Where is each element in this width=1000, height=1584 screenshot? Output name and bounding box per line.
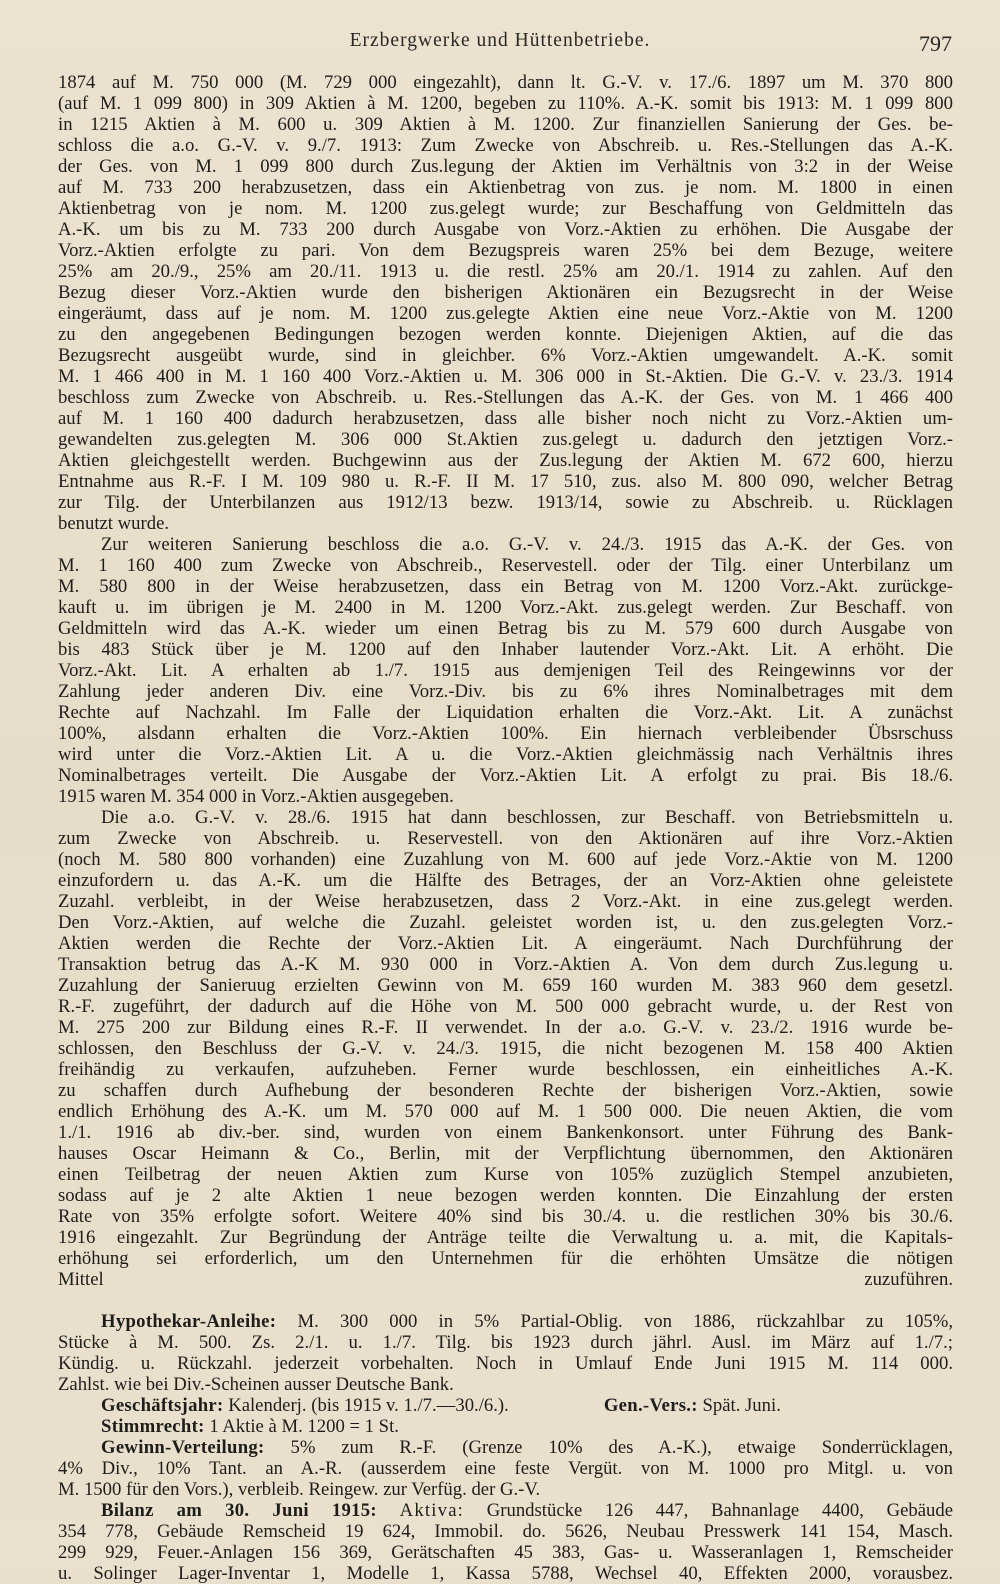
text-line: bis 483 Stück über je M. 1200 auf den Inhaber lautender Vorz.-Akt. Lit. A erhöht. Die (58, 639, 953, 660)
text-line: Bezugsrecht ausgeübt wurde, sind in gleichber. 6% Vorz.-Aktien umgewandelt. A.-K. somit (58, 345, 953, 366)
text-line: Vorz.-Akt. Lit. A erhalten ab 1./7. 1915 aus demjenigen Teil des Reingewinns vor der (58, 660, 953, 681)
text-line: 25% am 20./9., 25% am 20./11. 1913 u. die restl. 25% am 20./1. 1914 zu zahlen. Auf den (58, 261, 953, 282)
text-line: wird unter die Vorz.-Aktien Lit. A u. die Vorz.-Aktien gleichmässig nach Verhältnis ihres (58, 744, 953, 765)
text-line (58, 1290, 953, 1311)
text-line: Aktienbetrag von je nom. M. 1200 zus.gelegt wurde; zur Beschaffung von Geldmitteln das (58, 198, 953, 219)
text-line: einen Teilbetrag der neuen Aktien zum Kurse von 105% zuzüglich Stempel anzubieten, (58, 1164, 953, 1185)
page-header-title: Erzbergwerke und Hüttenbetriebe. (349, 30, 651, 51)
text-line: 1915 waren M. 354 000 in Vorz.-Aktien ausgegeben. (58, 786, 454, 807)
bilanz-label: Bilanz am 30. Juni 1915: (101, 1500, 377, 1521)
hypothek-line (58, 1311, 953, 1332)
text-line: freihändig zu verkaufen, aufzuheben. Ferner wurde beschlossen, ein einheitliches A.-K. (58, 1059, 953, 1080)
text-line: Zuzahl. verbleibt, in der Weise herabzusetzen, dass 2 Vorz.-Akt. in eine zus.gelegt werden. (58, 891, 953, 912)
text-line: in 1215 Aktien à M. 600 u. 309 Aktien à M. 1200. Zur finanziellen Sanierung der Ges. be- (58, 114, 953, 135)
text-line: Vorz.-Aktien erfolgte zu pari. Von dem Bezugspreis waren 25% bei dem Bezuge, weitere (58, 240, 953, 261)
text-line: R.-F. zugeführt, der dadurch auf die Höhe von M. 500 000 gebracht wurde, u. der Rest von (58, 996, 953, 1017)
text-line: 1874 auf M. 750 000 (M. 729 000 eingezahlt), dann lt. G.-V. v. 17./6. 1897 um M. 370 800 (58, 72, 953, 93)
text-line: hauses Oscar Heimann & Co., Berlin, mit der Verpflichtung übernommen, den Aktionären (58, 1143, 953, 1164)
text-line: auf M. 733 200 herabzusetzen, dass ein Aktienbetrag von zus. je nom. M. 1800 in einen (58, 177, 953, 198)
text-line: benutzt wurde. (58, 513, 170, 534)
text-line: Geldmitteln wird das A.-K. wieder um einen Betrag bis zu M. 579 600 durch Ausgabe von (58, 618, 953, 639)
text-line: eingeräumt, dass auf je nom. M. 1200 zus.gelegte Aktien eine neue Vorz.-Aktie von M. 1200 (58, 303, 953, 324)
text-line: Rechte auf Nachzahl. Im Falle der Liquidation erhalten die Vorz.-Akt. Lit. A zunächst (58, 702, 953, 723)
text-line: Entnahme aus R.-F. I M. 109 980 u. R.-F. II M. 17 510, zus. also M. 800 090, welcher Betrag (58, 471, 953, 492)
text-line: zu schaffen durch Aufhebung der besonderen Rechte der bisherigen Vorz.-Aktien, sowie (58, 1080, 953, 1101)
text-line: Zur weiteren Sanierung beschloss die a.o. G.-V. v. 24./3. 1915 das A.-K. der Ges. von (101, 534, 953, 555)
text-line: Nominalbetrages verteilt. Die Ausgabe der Vorz.-Aktien Lit. A erfolgt zu prai. Bis 18./6. (58, 765, 953, 786)
text-line: M. 275 200 zur Bildung eines R.-F. II verwendet. In der a.o. G.-V. v. 23./2. 1916 wurde be- (58, 1017, 953, 1038)
text-line: M. 1 160 400 zum Zwecke von Abschreib., Reservestell. oder der Tilg. einer Unterbilanz um (58, 555, 953, 576)
page-number: 797 (919, 31, 952, 56)
text-line: zur Tilg. der Unterbilanzen aus 1912/13 bezw. 1913/14, sowie zu Abschreib. u. Rücklagen (58, 492, 953, 513)
text-line: endlich Erhöhung des A.-K. um M. 570 000 auf M. 1 500 000. Die neuen Aktien, die vom (58, 1101, 953, 1122)
hypothek-text: M. 300 000 in 5% Partial-Oblig. von 1886, rückzahlbar zu 105%, (297, 1311, 953, 1332)
text-line: schloss die a.o. G.-V. v. 9./7. 1913: Zum Zwecke von Abschreib. u. Res.-Stellungen das A.-K. (58, 135, 953, 156)
text-line: Bezug dieser Vorz.-Aktien wurde den bisherigen Aktionären ein Bezugsrecht in der Weise (58, 282, 953, 303)
text-line: 1916 eingezahlt. Zur Begründung der Anträge teilte die Verwaltung u. a. mit, die Kapitals- (58, 1227, 953, 1248)
text-line: 354 778, Gebäude Remscheid 19 624, Immobil. do. 5626, Neubau Presswerk 141 154, Masch. (58, 1521, 953, 1542)
geschaeftsjahr-line (58, 1395, 953, 1416)
gewinn-line (58, 1437, 953, 1458)
text-line: (noch M. 580 800 vorhanden) eine Zuzahlung von M. 600 auf jede Vorz.-Aktie von M. 1200 (58, 849, 953, 870)
aktiva-label: Aktiva: (399, 1500, 465, 1521)
text-line: gewandelten zus.gelegten M. 306 000 St.Aktien zus.gelegt u. dadurch den jetztigen Vorz.- (58, 429, 953, 450)
text-line: Transaktion betrug das A.-K M. 930 000 in Vorz.-Aktien A. Von dem durch Zus.legung u. (58, 954, 953, 975)
stimmrecht-text: 1 Aktie à M. 1200 = 1 St. (209, 1416, 399, 1437)
geschaeftsjahr-label: Geschäftsjahr: (101, 1395, 224, 1416)
text-line: der Ges. von M. 1 099 800 durch Zus.legung der Aktien im Verhältnis von 3:2 in der Weise (58, 156, 953, 177)
text-line: Den Vorz.-Aktien, auf welche die Zuzahl. geleistet worden ist, u. den zus.gelegten Vorz.- (58, 912, 953, 933)
text-line: zu den angegebenen Bedingungen bezogen werden konnte. Diejenigen Aktien, auf die das (58, 324, 953, 345)
body-text (58, 72, 953, 1584)
text-line: Zuzahlung der Sanieruug erzielten Gewinn von M. 659 160 wurden M. 383 960 dem gesetzl. (58, 975, 953, 996)
text-line: auf M. 1 160 400 dadurch herabzusetzen, dass alle bisher noch nicht zu Vorz.-Aktien um- (58, 408, 953, 429)
text-line: beschloss zum Zwecke von Abschreib. u. Res.-Stellungen das A.-K. der Ges. von M. 1 466 400 (58, 387, 953, 408)
text-line: schlossen, den Beschluss der G.-V. v. 24./3. 1915, die nicht bezogenen M. 158 400 Aktien (58, 1038, 953, 1059)
bilanz-line (58, 1500, 953, 1521)
text-line: M. 1500 für den Vors.), verbleib. Reingew. zur Verfüg. der G.-V. (58, 1479, 541, 1500)
text-line: u. Solinger Lager-Inventar 1, Modelle 1, Kassa 5788, Wechsel 40, Effekten 2000, vorausbez. (58, 1563, 953, 1584)
text-line: M. 580 800 in der Weise herabzusetzen, dass ein Betrag von M. 1200 Vorz.-Akt. zurückge- (58, 576, 953, 597)
text-line: 1./1. 1916 ab div.-ber. sind, wurden von einem Bankenkonsort. unter Führung des Bank- (58, 1122, 953, 1143)
text-line: erhöhung sei erforderlich, um den Unternehmen für die erhöhten Umsätze die nötigen (58, 1248, 953, 1269)
gewinn-text: 5% zum R.-F. (Grenze 10% des A.-K.), etwaige Sonderrücklagen, (290, 1437, 953, 1458)
text-line: A.-K. um bis zu M. 733 200 durch Ausgabe von Vorz.-Aktien zu erhöhen. Die Ausgabe der (58, 219, 953, 240)
text-line: kauft u. im übrigen je M. 2400 in M. 1200 Vorz.-Akt. zus.gelegt werden. Zur Beschaff. von (58, 597, 953, 618)
text-line: 4% Div., 10% Tant. an A.-R. (ausserdem eine feste Vergüt. von M. 1000 pro Mitgl. u. von (58, 1458, 953, 1479)
text-line: Rate von 35% erfolgte sofort. Weitere 40% sind bis 30./4. u. die restlichen 30% bis 30./6. (58, 1206, 953, 1227)
running-header (0, 30, 1000, 60)
text-line: Kündig. u. Rückzahl. jederzeit vorbehalten. Noch in Umlauf Ende Juni 1915 M. 114 000. (58, 1353, 953, 1374)
hypothek-label: Hypothekar-Anleihe: (101, 1311, 277, 1332)
bilanz-text: Grundstücke 126 447, Bahnanlage 4400, Gebäude (486, 1500, 953, 1521)
gen-vers-label: Gen.-Vers.: (603, 1395, 698, 1416)
text-line: M. 1 466 400 in M. 1 160 400 Vorz.-Aktien u. M. 306 000 in St.-Aktien. Die G.-V. v. 23./3. 1914 (58, 366, 953, 387)
text-line: Die a.o. G.-V. v. 28./6. 1915 hat dann beschlossen, zur Beschaff. von Betriebsmitteln u. (101, 807, 953, 828)
geschaeftsjahr-text: Kalenderj. (bis 1915 v. 1./7.—30./6.). (228, 1395, 509, 1416)
text-line: einzufordern u. das A.-K. um die Hälfte des Betrages, der an Vorz-Aktien ohne geleistete (58, 870, 953, 891)
text-line: Aktien gleichgestellt werden. Buchgewinn aus der Zus.legung der Aktien M. 672 600, hierzu (58, 450, 953, 471)
text-line: zum Zwecke von Abschreib. u. Reservestell. von den Aktionären auf ihre Vorz.-Aktien (58, 828, 953, 849)
gen-vers-text: Spät. Juni. (702, 1395, 781, 1416)
text-line: Zahlung jeder anderen Div. eine Vorz.-Div. bis zu 6% ihres Nominalbetrages mit dem (58, 681, 953, 702)
text-line: Mittel zuzuführen. (58, 1269, 953, 1290)
stimmrecht-label: Stimmrecht: (101, 1416, 205, 1437)
text-line: (auf M. 1 099 800) in 309 Aktien à M. 1200, begeben zu 110%. A.-K. somit bis 1913: M. 1 099 800 (58, 93, 953, 114)
stimmrecht-line (58, 1416, 953, 1437)
text-line: 100%, alsdann erhalten die Vorz.-Aktien 100%. Ein hiernach verbleibender Übsrschuss (58, 723, 953, 744)
text-line: 299 929, Feuer.-Anlagen 156 369, Gerätschaften 45 383, Gas- u. Wasseranlagen 1, Remscheider (58, 1542, 953, 1563)
text-line: Aktien werden die Rechte der Vorz.-Aktien Lit. A eingeräumt. Nach Durchführung der (58, 933, 953, 954)
text-line: Zahlst. wie bei Div.-Scheinen ausser Deutsche Bank. (58, 1374, 454, 1395)
text-line: sodass auf je 2 alte Aktien 1 neue bezogen werden konnten. Die Einzahlung der ersten (58, 1185, 953, 1206)
text-line: Stücke à M. 500. Zs. 2./1. u. 1./7. Tilg. bis 1923 durch jährl. Ausl. im März auf 1./7.; (58, 1332, 953, 1353)
gewinn-label: Gewinn-Verteilung: (101, 1437, 265, 1458)
